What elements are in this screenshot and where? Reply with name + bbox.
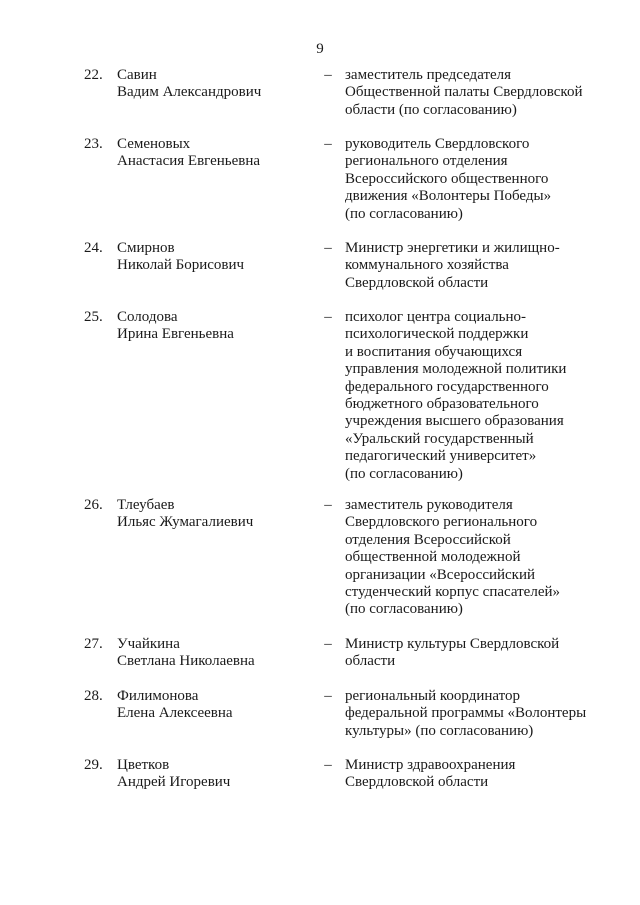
entry-number: 28. <box>84 688 103 704</box>
description-line: коммунального хозяйства <box>345 257 509 274</box>
entry-number: 24. <box>84 240 103 256</box>
dash-separator: – <box>324 309 332 325</box>
description-line: «Уральский государственный <box>345 430 534 447</box>
entry-number: 22. <box>84 67 103 83</box>
description-line: (по согласованию) <box>345 465 463 482</box>
entry-number: 23. <box>84 136 103 152</box>
description-line: федерального государственного <box>345 378 549 395</box>
description-line: учреждения высшего образования <box>345 413 564 430</box>
given-names: Вадим Александрович <box>117 84 262 101</box>
description-line: отделения Всероссийской <box>345 531 511 548</box>
person-name <box>117 688 307 723</box>
person-name <box>117 309 307 344</box>
person-name <box>117 757 307 792</box>
description-line: заместитель руководителя <box>345 497 513 513</box>
description-line: (по согласованию) <box>345 601 463 618</box>
position-description <box>345 309 595 483</box>
given-names: Анастасия Евгеньевна <box>117 153 261 170</box>
description-line: организации «Всероссийский <box>345 566 536 583</box>
description-line: Всероссийского общественного <box>345 170 549 187</box>
entry-number: 29. <box>84 757 103 773</box>
surname: Смирнов <box>117 240 175 256</box>
given-names: Николай Борисович <box>117 257 245 274</box>
description-line: движения «Волонтеры Победы» <box>345 188 552 205</box>
description-line: и воспитания обучающихся <box>345 343 523 360</box>
description-line: области <box>345 653 396 670</box>
surname: Тлеубаев <box>117 497 175 513</box>
description-line: психологической поддержки <box>345 326 529 343</box>
description-line: области (по согласованию) <box>345 101 517 118</box>
person-name <box>117 136 307 171</box>
person-name <box>117 67 307 102</box>
surname: Учайкина <box>117 636 180 652</box>
position-description <box>345 497 595 619</box>
surname: Солодова <box>117 309 178 325</box>
given-names: Ильяс Жумагалиевич <box>117 514 254 531</box>
dash-separator: – <box>324 67 332 83</box>
description-line: Свердловской области <box>345 274 489 291</box>
entry-number: 26. <box>84 497 103 513</box>
position-description <box>345 136 595 223</box>
page-number: 9 <box>316 41 324 57</box>
dash-separator: – <box>324 757 332 773</box>
description-line: федеральной программы «Волонтеры <box>345 705 587 722</box>
description-line: студенческий корпус спасателей» <box>345 584 561 601</box>
description-line: общественной молодежной <box>345 549 521 566</box>
description-line: регионального отделения <box>345 153 508 170</box>
dash-separator: – <box>324 497 332 513</box>
surname: Семеновых <box>117 136 191 152</box>
description-line: психолог центра социально- <box>345 309 527 325</box>
person-name <box>117 636 307 671</box>
position-description <box>345 688 595 740</box>
description-line: Министр здравоохранения <box>345 757 516 773</box>
given-names: Светлана Николаевна <box>117 653 255 670</box>
dash-separator: – <box>324 240 332 256</box>
description-line: руководитель Свердловского <box>345 136 530 152</box>
description-line: педагогический университет» <box>345 448 537 465</box>
description-line: Свердловского регионального <box>345 514 538 531</box>
position-description <box>345 67 595 119</box>
description-line: управления молодежной политики <box>345 361 567 378</box>
entry-number: 25. <box>84 309 103 325</box>
given-names: Андрей Игоревич <box>117 774 231 791</box>
surname: Савин <box>117 67 157 83</box>
given-names: Елена Алексеевна <box>117 705 233 722</box>
description-line: заместитель председателя <box>345 67 512 83</box>
position-description <box>345 636 595 671</box>
given-names: Ирина Евгеньевна <box>117 326 234 343</box>
description-line: бюджетного образовательного <box>345 396 539 413</box>
description-line: культуры» (по согласованию) <box>345 722 534 739</box>
person-name <box>117 497 307 532</box>
position-description <box>345 240 595 292</box>
position-description <box>345 757 595 792</box>
surname: Филимонова <box>117 688 199 704</box>
surname: Цветков <box>117 757 170 773</box>
dash-separator: – <box>324 136 332 152</box>
description-line: Свердловской области <box>345 774 489 791</box>
person-name <box>117 240 307 275</box>
description-line: региональный координатор <box>345 688 521 704</box>
description-line: Общественной палаты Свердловской <box>345 84 583 101</box>
entry-number: 27. <box>84 636 103 652</box>
description-line: (по согласованию) <box>345 205 463 222</box>
dash-separator: – <box>324 636 332 652</box>
description-line: Министр культуры Свердловской <box>345 636 560 652</box>
dash-separator: – <box>324 688 332 704</box>
description-line: Министр энергетики и жилищно- <box>345 240 560 256</box>
